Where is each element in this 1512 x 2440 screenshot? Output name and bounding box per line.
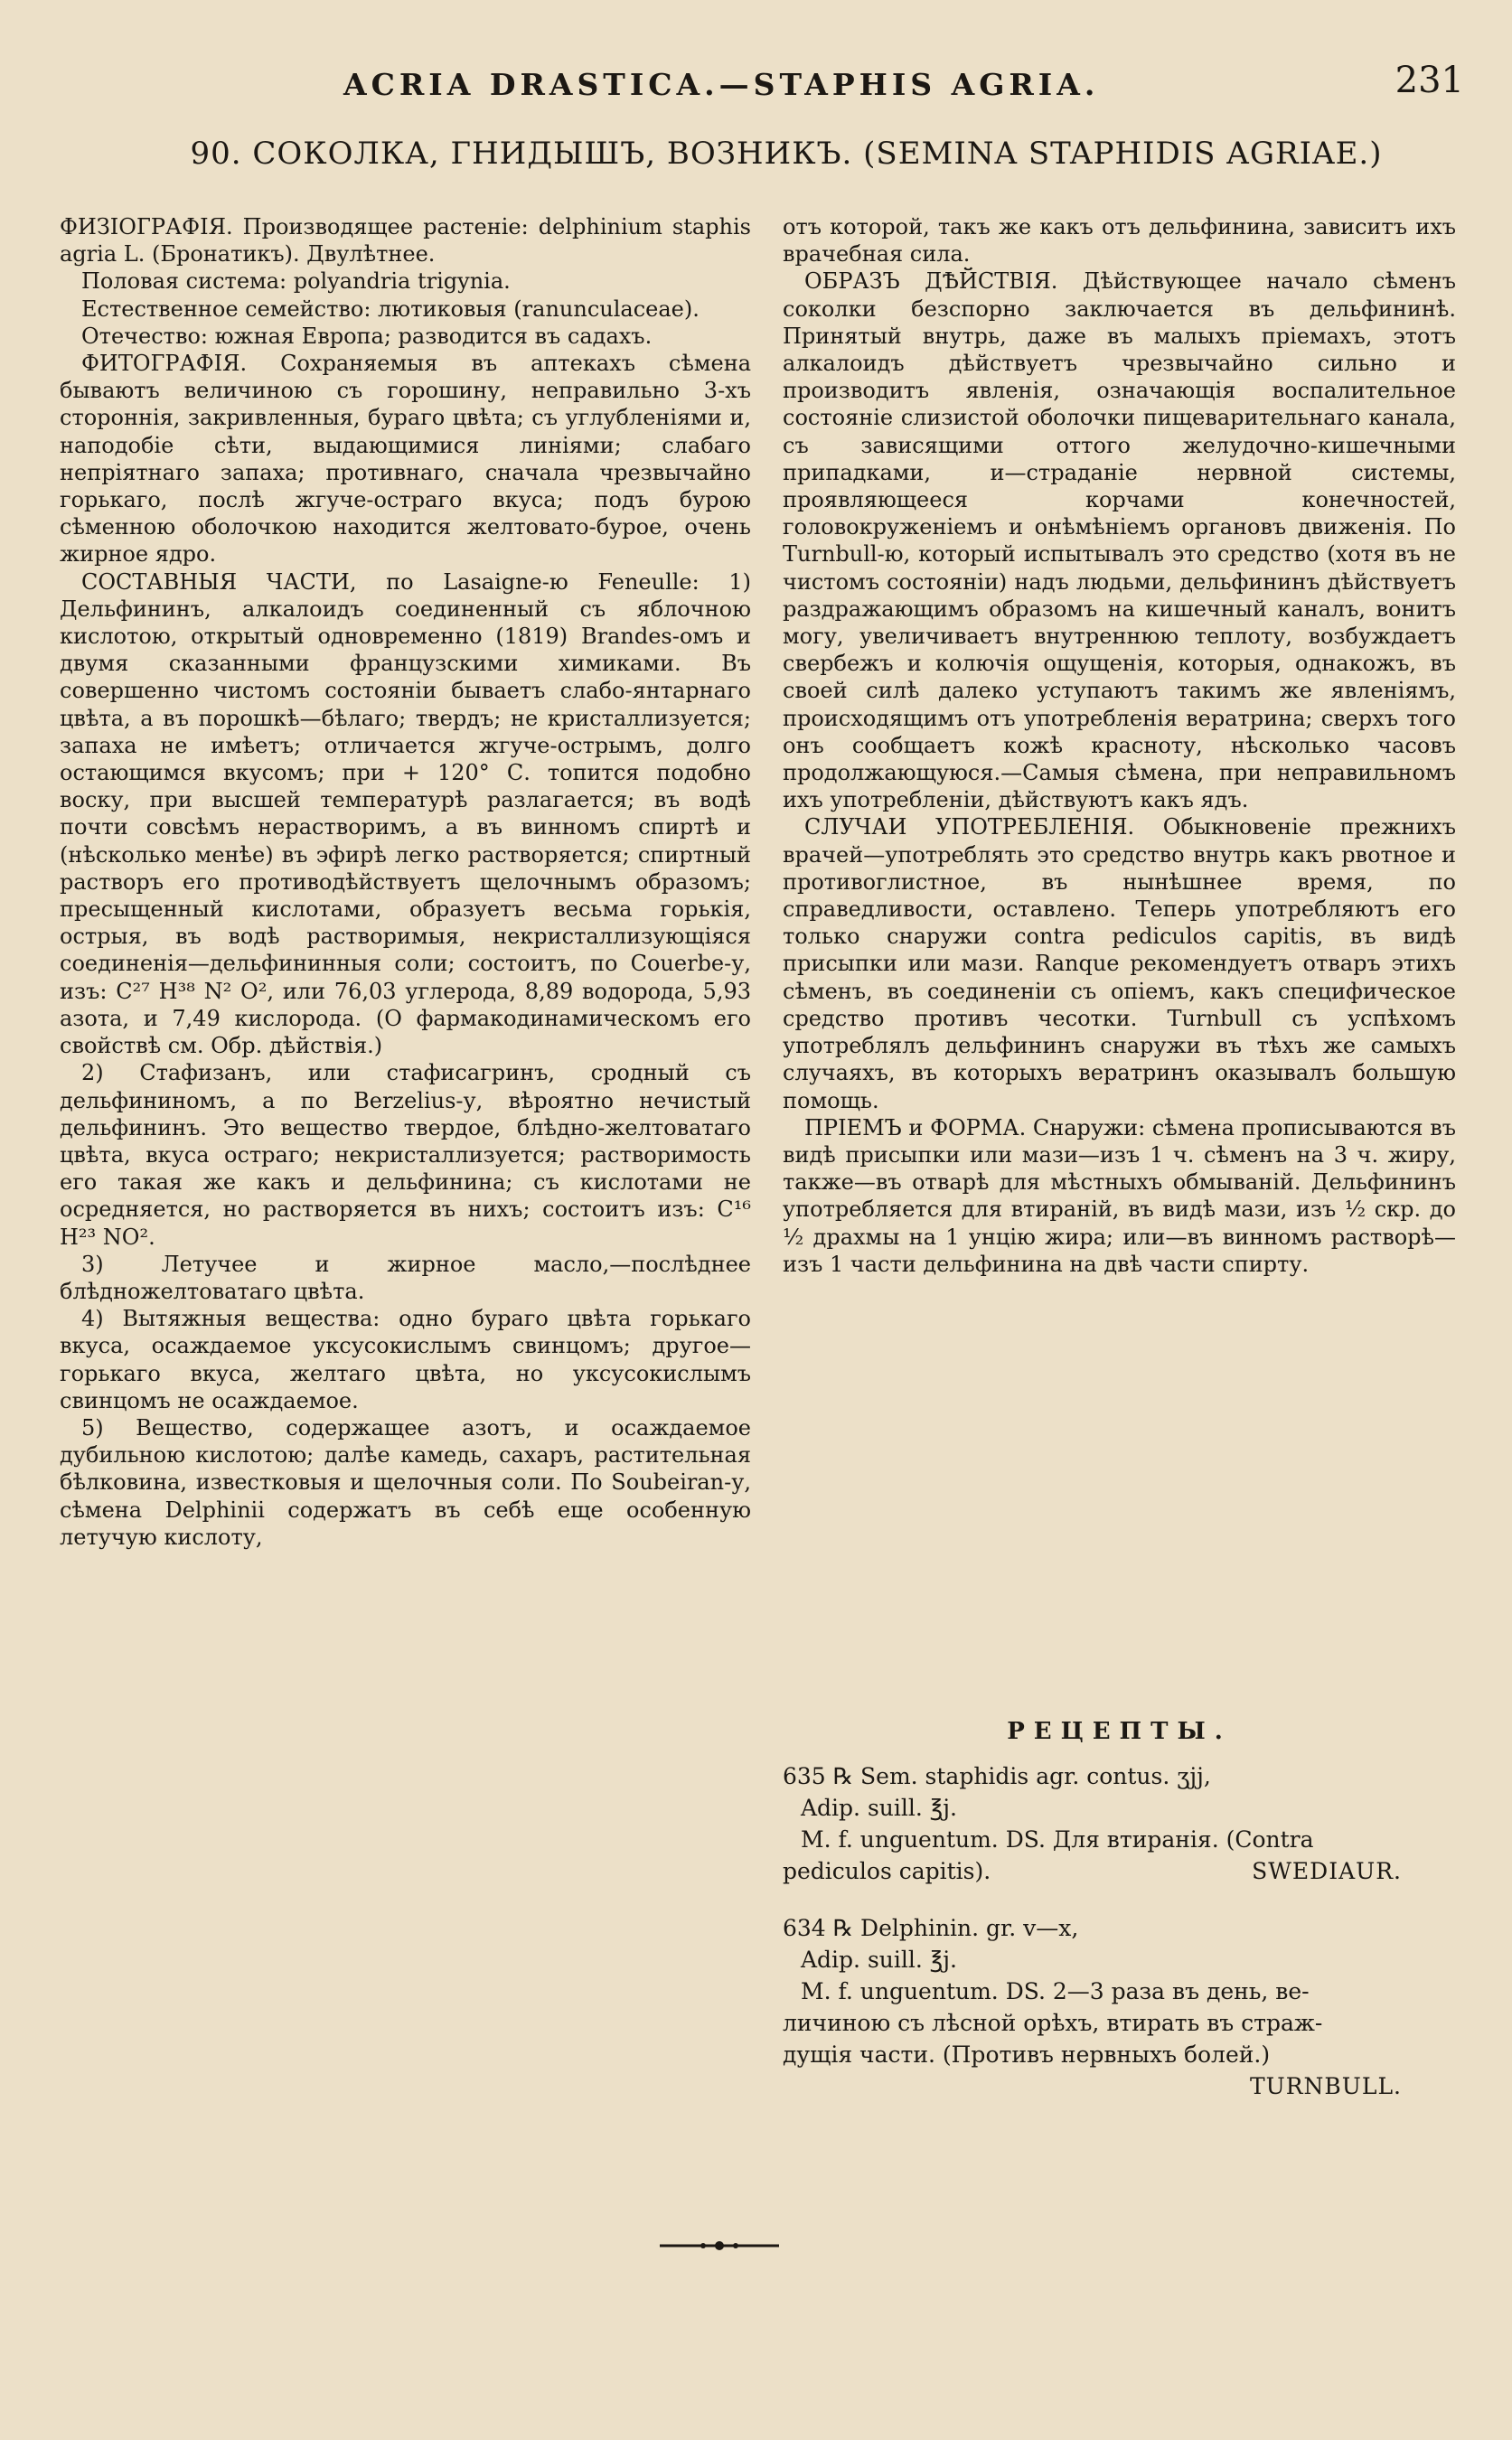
recipe-line: личиною съ лѣсной орѣхъ, втирать въ страж- <box>783 2010 1323 2036</box>
running-title: ACRIA DRASTICA.—STAPHIS AGRIA. <box>343 67 1100 102</box>
recipe-line: pediculos capitis). <box>783 1858 991 1884</box>
recipe-author: SWEDIAUR. <box>1252 1858 1402 1884</box>
page-number: 231 <box>1395 60 1464 101</box>
recipe-line: M. f. unguentum. DS. Для втиранiя. (Contra <box>801 1826 1314 1853</box>
natural-family-paragraph: Естественное семейство: лютиковыя (ranunculaceae). <box>81 296 700 322</box>
recipe-line: 635 ℞ Sem. staphidis agr. contus. ʒjj, <box>783 1763 1211 1789</box>
sexual-system-paragraph: Половая система: polyandria trigynia. <box>81 268 511 295</box>
recipe-line: 634 ℞ Delphinin. gr. v—x, <box>783 1915 1079 1941</box>
right-column <box>783 213 1456 2229</box>
homeland-paragraph: Отечество: южная Европа; разводится въ садахъ. <box>81 323 653 349</box>
recipe-635 <box>783 1760 1456 1887</box>
indications-paragraph: СЛУЧАИ УПОТРЕБЛЕНIЯ. Обыкновенie прежнихъ врачей—употреблять это средство внутрь какъ рвотное и противоглистное, въ нынѣшнее время, по справедливости, оставлено. Теперь употребляютъ его только снаружи contra pediculos capitis, въ видѣ присыпки или мази. Ranque рекомендуетъ отваръ этихъ сѣменъ, въ соединенiи съ опiемъ, какъ специфическое средство противъ чесотки. Turnbull съ успѣхомъ употреблялъ дельфининъ снаружи въ тѣхъ же самыхъ случаяхъ, въ которыхъ вератринъ оказывалъ большую помощь. <box>783 814 1456 1113</box>
components-paragraph: СОСТАВНЫЯ ЧАСТИ, по Lasaigne-ю Feneulle: 1) Дельфининъ, алкалоидъ соединенный съ яблочною кислотою, открытый одновременно (1819) Brandes-омъ и двумя сказанными французскими химиками. Въ совершенно чистомъ состоянiи бываетъ слабо-янтарнаго цвѣта, а въ порошкѣ—бѣлаго; твердъ; не кристаллизуется; запаха не имѣетъ; отличается жгуче-острымъ, долго остающимся вкусомъ; при + 120° С. топится подобно воску, при высшей температурѣ разлагается; въ водѣ почти совсѣмъ нерастворимъ, а въ винномъ спиртѣ и (нѣсколько менѣе) въ эфирѣ легко растворяется; спиртный растворъ его противодѣйствуетъ щелочнымъ образомъ; пресыщенный кислотами, образуетъ весьма горькiя, острыя, въ водѣ растворимыя, некристаллизующiяся соединенiя—дельфининныя соли; состоитъ, по Couerbe-у, изъ: C²⁷ H³⁸ N² O², или 76,03 углерода, 8,89 водорода, 5,93 азота, и 7,49 кислорода. (О фармакодинамическомъ его свойствѣ см. Обр. дѣйствiя.) <box>60 568 751 1059</box>
phytography-paragraph: ФИТОГРАФIЯ. Сохраняемыя въ аптекахъ сѣмена бываютъ величиною съ горошину, неправильно 3-хъ стороннiя, закривленныя, бураго цвѣта; съ углубленiями и, наподобie сѣти, выдающимися линiями; слабаго непрiятнаго запаха; противнаго, сначала чрезвычайно горькаго, послѣ жгуче-остраго вкуса; подъ бурою сѣменною оболочкою находится желтовато-бурое, очень жирное ядро. <box>60 351 751 568</box>
recipe-line: Adip. suill. ℥j. <box>801 1947 957 1973</box>
nitrogen-substance-paragraph: 5) Вещество, содержащее азотъ, и осаждаемое дубильною кислотою; далѣе камедь, сахаръ, растительная бѣлковина, известковыя и щелочныя соли. По Soubeiran-у, сѣмена Delphinii содержатъ въ себѣ еще особенную летучую кислоту, <box>60 1414 751 1550</box>
mode-of-action-paragraph: ОБРАЗЪ ДѢЙСТВIЯ. Дѣйствующее начало сѣменъ соколки безспорно заключается въ дельфининѣ. Принятый внутрь, даже въ малыхъ прiемахъ, этотъ алкалоидъ дѣйствуетъ чрезвычайно сильно и производитъ явленiя, означающiя воспалительное состоянiе слизистой оболочки пищеварительнаго канала, съ зависящими оттого желудочно-кишечными припадками, и—страданie нервной системы, проявляющееся корчами конечностей, головокруженiемъ и онѣмѣнiемъ органовъ движенiя. По Turnbull-ю, который испытывалъ это средство (хотя въ не чистомъ состоянiи) надъ людьми, дельфининъ дѣйствуетъ раздражающимъ образомъ на кишечный каналъ, вонитъ могу, увеличиваетъ внутреннюю теплоту, возбуждаетъ свербежъ и колючiя ощущенiя, которыя, однакожъ, въ своей силѣ далеко уступаютъ такимъ же явленiямъ, происходящимъ отъ употребленiя вератрина; сверхъ того онъ сообщаетъ кожѣ красноту, нѣсколько часовъ продолжающуюся.—Самыя сѣмена, при неправильномъ ихъ употребленiи, дѣйствуютъ какъ ядъ. <box>783 268 1456 813</box>
tail-ornament <box>656 2239 783 2252</box>
recipe-line: дущiя части. (Противъ нервныхъ болей.) <box>783 2041 1271 2068</box>
dosage-form-paragraph: ПРIЕМЪ и ФОРМА. Снаружи: сѣмена прописываются въ видѣ присыпки или мази—изъ 1 ч. сѣменъ на 3 ч. жиру, также—въ отварѣ для мѣстныхъ обмыванiй. Дельфининъ употребляется для втиранiй, въ видѣ мази, изъ ½ скр. до ½ драхмы на 1 унцiю жира; или—въ винномъ растворѣ—изъ 1 части дельфинина на двѣ части спирту. <box>783 1114 1456 1277</box>
physiography-paragraph: ФИЗIОГРАФIЯ. Производящее растенiе: delphinium staphis agria L. (Бронатикъ). Двулѣтнее. <box>60 214 751 267</box>
recipe-author: TURNBULL. <box>1249 2073 1402 2099</box>
recipe-634 <box>783 1912 1456 2102</box>
continuation-paragraph: отъ которой, такъ же какъ отъ дельфинина, зависитъ ихъ врачебная сила. <box>783 214 1456 267</box>
running-header <box>343 60 1464 112</box>
recipe-line: M. f. unguentum. DS. 2—3 раза въ день, ве- <box>801 1978 1310 2004</box>
volatile-oil-paragraph: 3) Летучее и жирное масло,—послѣднее блѣдножелтоватаго цвѣта. <box>60 1251 751 1304</box>
article-title: 90. СОКОЛКА, ГНИДЫШЪ, ВОЗНИКЪ. (SEMINA STAPHIDIS AGRIAE.) <box>190 136 1383 172</box>
recipes-heading: РЕЦЕПТЫ. <box>1007 1718 1232 1745</box>
recipe-line: Adip. suill. ℥j. <box>801 1795 957 1821</box>
left-column <box>60 213 751 1551</box>
extractives-paragraph: 4) Вытяжныя вещества: одно бураго цвѣта горькаго вкуса, осаждаемое уксусокислымъ свинцомъ; другое—горькаго вкуса, желтаго цвѣта, но уксусокислымъ свинцомъ не осаждаемое. <box>60 1306 751 1413</box>
staphisain-paragraph: 2) Стафизанъ, или стафисагринъ, сродный съ дельфининомъ, а по Berzelius-у, вѣроятно нечистый дельфининъ. Это вещество твердое, блѣдно-желтоватаго цвѣта, вкуса остраго; некристаллизуется; растворимость его такая же какъ и дельфинина; съ кислотами не осредняется, но растворяется въ нихъ; состоитъ изъ: C¹⁶ H²³ NO². <box>60 1060 751 1250</box>
